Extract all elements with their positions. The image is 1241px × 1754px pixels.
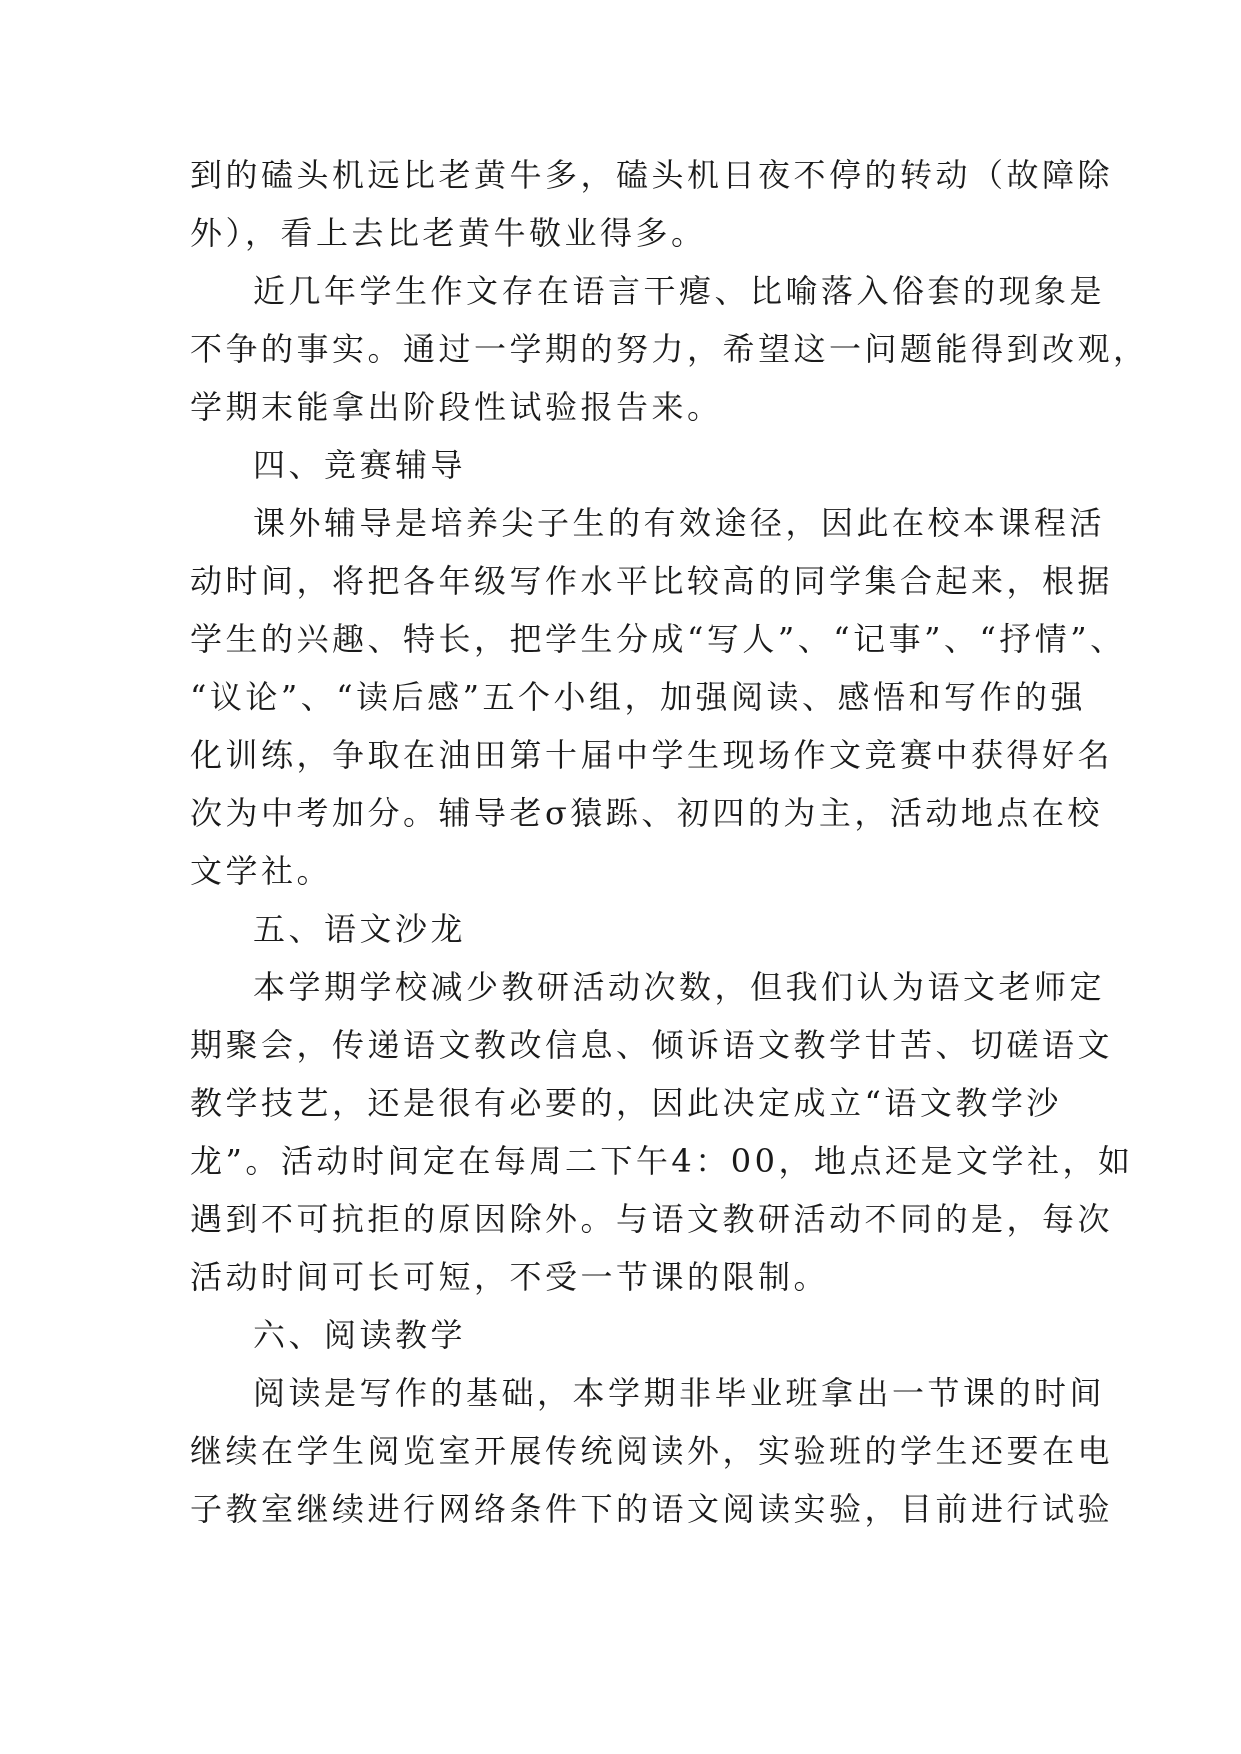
text-line: 龙”。活动时间定在每周二下午4：00，地点还是文学社，如 <box>190 1142 1134 1180</box>
text-line: “议论”、“读后感”五个小组，加强阅读、感悟和写作的强 <box>190 678 1086 716</box>
text-line: 学期末能拿出阶段性试验报告来。 <box>190 388 723 426</box>
text-line: 化训练，争取在油田第十届中学生现场作文竞赛中获得好名 <box>190 736 1114 774</box>
text-line: 子教室继续进行网络条件下的语文阅读实验，目前进行试验 <box>190 1490 1114 1528</box>
text-line: 学生的兴趣、特长，把学生分成“写人”、“记事”、“抒情”、 <box>190 620 1126 658</box>
text-line: 不争的事实。通过一学期的努力，希望这一问题能得到改观， <box>190 330 1149 368</box>
text-line: 遇到不可抗拒的原因除外。与语文教研活动不同的是，每次 <box>190 1200 1114 1238</box>
text-line: 次为中考加分。辅导老σ猿跞、初四的为主，活动地点在校 <box>190 794 1103 832</box>
paragraph-start: 近几年学生作文存在语言干瘪、比喻落入俗套的现象是 <box>253 272 1106 310</box>
paragraph-start: 课外辅导是培养尖子生的有效途径，因此在校本课程活 <box>253 504 1106 542</box>
text-line: 动时间，将把各年级写作水平比较高的同学集合起来，根据 <box>190 562 1114 600</box>
section-heading: 六、阅读教学 <box>253 1316 467 1354</box>
text-line: 外），看上去比老黄牛敬业得多。 <box>190 214 707 252</box>
text-line: 继续在学生阅览室开展传统阅读外，实验班的学生还要在电 <box>190 1432 1114 1470</box>
section-heading: 四、竞赛辅导 <box>253 446 467 484</box>
section-heading: 五、语文沙龙 <box>253 910 467 948</box>
text-line: 活动时间可长可短，不受一节课的限制。 <box>190 1258 830 1296</box>
text-line: 文学社。 <box>190 852 333 890</box>
text-line: 到的磕头机远比老黄牛多，磕头机日夜不停的转动（故障除 <box>190 156 1114 194</box>
paragraph-start: 本学期学校减少教研活动次数，但我们认为语文老师定 <box>253 968 1106 1006</box>
paragraph-start: 阅读是写作的基础，本学期非毕业班拿出一节课的时间 <box>253 1374 1106 1412</box>
text-line: 期聚会，传递语文教改信息、倾诉语文教学甘苦、切磋语文 <box>190 1026 1114 1064</box>
text-line: 教学技艺，还是很有必要的，因此决定成立“语文教学沙 <box>190 1084 1062 1122</box>
